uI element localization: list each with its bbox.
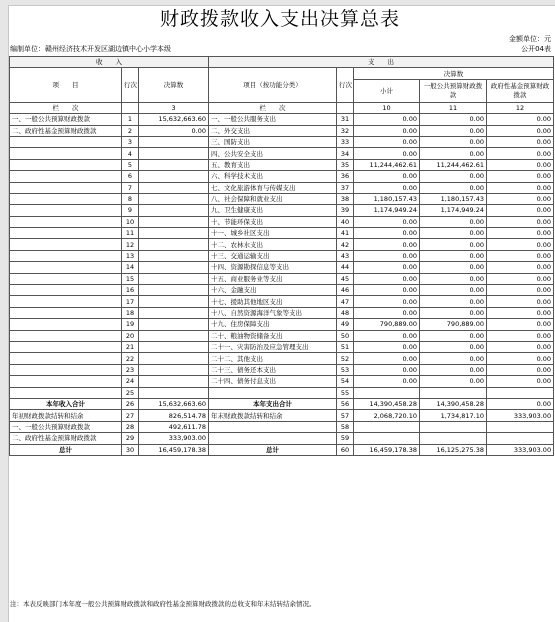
income-section-header: 收 入 [10,57,209,68]
income-item-cell[interactable] [10,296,122,307]
income-line-cell[interactable]: 10 [122,216,139,227]
general-budget-cell[interactable]: 0.00 [420,228,487,239]
income-item-cell[interactable] [10,136,122,147]
expense-line-cell[interactable]: 34 [337,148,354,159]
income-line-cell[interactable]: 4 [122,148,139,159]
general-budget-cell[interactable]: 0.00 [420,364,487,375]
subtotal-cell[interactable]: 790,889.00 [354,319,420,330]
expense-item-cell[interactable]: 年末财政拨款结转和结余 [209,410,337,421]
income-line-cell[interactable]: 21 [122,341,139,352]
subtotal-header: 小计 [354,79,420,102]
subtotal-cell[interactable]: 0.00 [354,273,420,284]
income-amount-cell[interactable] [139,307,209,318]
subtotal-cell[interactable]: 0.00 [354,228,420,239]
subtotal-cell[interactable]: 0.00 [354,171,420,182]
income-item-cell[interactable] [10,205,122,216]
table-row [10,114,554,125]
expense-item-cell[interactable]: 二十四、债务付息支出 [209,376,337,387]
income-item-cell[interactable]: 一、一般公共预算财政拨款 [10,421,122,432]
subtotal-cell[interactable]: 0.00 [354,364,420,375]
expense-line-cell[interactable]: 55 [337,387,354,398]
income-amount-cell[interactable] [139,330,209,341]
fund-budget-cell[interactable]: 333,903.00 [487,410,554,421]
income-line-cell[interactable]: 16 [122,285,139,296]
expense-line-cell[interactable]: 31 [337,114,354,125]
fund-budget-cell[interactable]: 0.00 [487,330,554,341]
fund-budget-cell[interactable]: 0.00 [487,114,554,125]
income-amount-cell[interactable] [139,387,209,398]
income-line-cell[interactable]: 22 [122,353,139,364]
expense-line-cell[interactable]: 38 [337,193,354,204]
fund-budget-cell[interactable]: 0.00 [487,307,554,318]
table-row [10,444,554,455]
expense-item-cell[interactable]: 本年支出合计 [209,398,337,409]
expense-line-cell[interactable]: 40 [337,216,354,227]
table-row [10,410,554,421]
general-budget-cell[interactable]: 0.00 [420,171,487,182]
general-budget-cell[interactable]: 0.00 [420,285,487,296]
subtotal-cell[interactable]: 0.00 [354,148,420,159]
income-line-cell[interactable]: 8 [122,193,139,204]
income-item-cell[interactable] [10,193,122,204]
expense-line-cell[interactable]: 45 [337,273,354,284]
income-amount-cell[interactable]: 333,903.00 [139,433,209,444]
table-footnote: 注：本表反映部门本年度一般公共预算财政拨款和政府性基金预算财政拨款的总收支和年末结转结余情况。 [10,600,316,608]
expense-line-cell[interactable]: 52 [337,353,354,364]
expense-line-cell[interactable]: 60 [337,444,354,455]
expense-line-cell[interactable]: 44 [337,262,354,273]
table-row [10,239,554,250]
table-row [10,136,554,147]
expense-item-cell[interactable]: 九、卫生健康支出 [209,205,337,216]
table-row [10,353,554,364]
expense-item-cell[interactable]: 十七、援助其他地区支出 [209,296,337,307]
general-budget-cell[interactable]: 0.00 [420,182,487,193]
fund-budget-header: 政府性基金预算财政拨款 [487,79,554,102]
expense-line-cell[interactable]: 57 [337,410,354,421]
table-row [10,182,554,193]
income-amount-cell[interactable] [139,353,209,364]
income-item-cell[interactable] [10,273,122,284]
general-budget-cell[interactable]: 11,244,462.61 [420,159,487,170]
fund-budget-cell[interactable]: 0.00 [487,341,554,352]
expense-item-cell[interactable]: 十、节能环保支出 [209,216,337,227]
income-amount-cell[interactable]: 16,459,178.38 [139,444,209,455]
table-row [10,376,554,387]
expense-line-header: 行次 [337,68,354,102]
fund-budget-cell[interactable]: 0.00 [487,182,554,193]
subtotal-cell[interactable]: 14,390,458.28 [354,398,420,409]
table-row [10,296,554,307]
subtotal-cell[interactable]: 0.00 [354,330,420,341]
subtotal-cell[interactable]: 1,174,949.24 [354,205,420,216]
fund-budget-cell[interactable]: 0.00 [487,148,554,159]
income-amount-cell[interactable]: 15,632,663.60 [139,398,209,409]
income-line-cell[interactable]: 27 [122,410,139,421]
fund-budget-cell[interactable]: 0.00 [487,262,554,273]
income-item-cell[interactable]: 本年收入合计 [10,398,122,409]
expense-line-cell[interactable]: 36 [337,171,354,182]
fund-budget-cell[interactable]: 0.00 [487,250,554,261]
fund-budget-cell[interactable] [487,433,554,444]
expense-line-cell[interactable]: 47 [337,296,354,307]
subtotal-cell[interactable] [354,421,420,432]
expense-line-cell[interactable]: 59 [337,433,354,444]
general-budget-cell[interactable]: 0.00 [420,262,487,273]
income-line-cell[interactable]: 18 [122,307,139,318]
general-budget-cell[interactable]: 0.00 [420,125,487,136]
expense-item-cell[interactable]: 十二、农林水支出 [209,239,337,250]
expense-item-cell[interactable]: 总计 [209,444,337,455]
fund-budget-cell[interactable]: 0.00 [487,285,554,296]
income-line-cell[interactable]: 11 [122,228,139,239]
income-item-cell[interactable] [10,148,122,159]
income-amount-cell[interactable] [139,364,209,375]
expense-item-cell[interactable]: 二十一、灾害防治及应急管理支出 [209,341,337,352]
general-budget-cell[interactable]: 0.00 [420,239,487,250]
income-item-cell[interactable] [10,341,122,352]
income-item-cell[interactable] [10,262,122,273]
income-item-cell[interactable]: 二、政府性基金预算财政拨款 [10,125,122,136]
income-item-cell[interactable] [10,330,122,341]
subtotal-cell[interactable]: 0.00 [354,114,420,125]
income-line-cell[interactable]: 3 [122,136,139,147]
expense-item-cell[interactable] [209,433,337,444]
subtotal-cell[interactable]: 2,068,720.10 [354,410,420,421]
general-budget-cell[interactable]: 1,180,157.43 [420,193,487,204]
subtotal-cell[interactable]: 0.00 [354,250,420,261]
expense-line-cell[interactable]: 41 [337,228,354,239]
fund-budget-cell[interactable]: 0.00 [487,353,554,364]
income-line-cell[interactable]: 13 [122,250,139,261]
expense-line-cell[interactable]: 50 [337,330,354,341]
income-item-cell[interactable] [10,319,122,330]
column-index-10: 10 [354,102,420,113]
expense-line-cell[interactable]: 51 [337,341,354,352]
expense-item-cell[interactable]: 二十二、其他支出 [209,353,337,364]
table-row [10,387,554,398]
general-budget-cell[interactable] [420,387,487,398]
subtotal-cell[interactable]: 0.00 [354,216,420,227]
table-row [10,319,554,330]
subtotal-cell[interactable]: 16,459,178.38 [354,444,420,455]
income-amount-cell[interactable] [139,239,209,250]
fund-budget-cell[interactable] [487,421,554,432]
subtotal-cell[interactable]: 1,180,157.43 [354,193,420,204]
income-amount-cell[interactable] [139,182,209,193]
income-line-cell[interactable]: 20 [122,330,139,341]
income-item-cell[interactable] [10,285,122,296]
expense-line-cell[interactable]: 54 [337,376,354,387]
income-amount-cell[interactable] [139,148,209,159]
income-amount-cell[interactable] [139,171,209,182]
fund-budget-cell[interactable]: 0.00 [487,125,554,136]
fund-budget-cell[interactable]: 0.00 [487,319,554,330]
income-amount-cell[interactable]: 826,514.78 [139,410,209,421]
fund-budget-cell[interactable]: 0.00 [487,136,554,147]
income-item-cell[interactable] [10,364,122,375]
table-row [10,364,554,375]
expense-line-cell[interactable]: 53 [337,364,354,375]
income-amount-cell[interactable] [139,262,209,273]
expense-line-cell[interactable]: 35 [337,159,354,170]
income-item-cell[interactable] [10,159,122,170]
subtotal-cell[interactable]: 0.00 [354,136,420,147]
expense-line-cell[interactable]: 42 [337,239,354,250]
income-item-cell[interactable]: 总计 [10,444,122,455]
general-budget-cell[interactable]: 0.00 [420,114,487,125]
income-line-header: 行次 [122,68,139,102]
income-line-cell[interactable]: 5 [122,159,139,170]
fund-budget-cell[interactable]: 0.00 [487,273,554,284]
general-budget-cell[interactable]: 0.00 [420,341,487,352]
expense-line-cell[interactable]: 56 [337,398,354,409]
table-row [10,205,554,216]
income-item-cell[interactable] [10,250,122,261]
subtotal-cell[interactable] [354,387,420,398]
income-line-cell[interactable]: 2 [122,125,139,136]
general-budget-cell[interactable]: 0.00 [420,250,487,261]
general-budget-cell[interactable]: 0.00 [420,307,487,318]
table-row [10,125,554,136]
expense-line-cell[interactable]: 43 [337,250,354,261]
general-budget-header: 一般公共预算财政拨款 [420,79,487,102]
subtotal-cell[interactable]: 0.00 [354,285,420,296]
general-budget-cell[interactable] [420,433,487,444]
subtotal-cell[interactable]: 0.00 [354,296,420,307]
expense-item-cell[interactable]: 一、一般公共服务支出 [209,114,337,125]
income-amount-cell[interactable] [139,319,209,330]
report-title: 财政拨款收入支出决算总表 [159,8,400,30]
subtotal-cell[interactable]: 0.00 [354,182,420,193]
income-line-cell[interactable]: 28 [122,421,139,432]
fund-budget-cell[interactable]: 0.00 [487,239,554,250]
subtotal-cell[interactable] [354,433,420,444]
income-item-cell[interactable] [10,171,122,182]
income-line-cell[interactable]: 12 [122,239,139,250]
fund-budget-cell[interactable] [487,387,554,398]
income-item-header: 项 目 [10,68,122,102]
expense-item-header: 项目（按功能分类） [209,68,337,102]
expense-item-cell[interactable]: 五、教育支出 [209,159,337,170]
income-item-cell[interactable] [10,307,122,318]
income-line-cell[interactable]: 17 [122,296,139,307]
column-index-11: 11 [420,102,487,113]
expense-item-cell[interactable]: 八、社会保障和就业支出 [209,193,337,204]
income-item-cell[interactable] [10,376,122,387]
expense-line-cell[interactable]: 39 [337,205,354,216]
income-item-cell[interactable]: 一、一般公共预算财政拨款 [10,114,122,125]
expense-item-cell[interactable]: 七、文化旅游体育与传媒支出 [209,182,337,193]
general-budget-cell[interactable]: 0.00 [420,296,487,307]
general-budget-cell[interactable]: 16,125,275.38 [420,444,487,455]
income-item-cell[interactable] [10,228,122,239]
general-budget-cell[interactable]: 14,390,458.28 [420,398,487,409]
column-index-3: 3 [139,102,209,113]
fund-budget-cell[interactable]: 0.00 [487,364,554,375]
general-budget-cell[interactable]: 0.00 [420,216,487,227]
expense-line-cell[interactable]: 46 [337,285,354,296]
fund-budget-cell[interactable]: 0.00 [487,193,554,204]
table-row [10,193,554,204]
income-line-cell[interactable]: 25 [122,387,139,398]
general-budget-cell[interactable]: 790,889.00 [420,319,487,330]
expense-line-cell[interactable]: 58 [337,421,354,432]
income-amount-cell[interactable] [139,341,209,352]
general-budget-cell[interactable]: 0.00 [420,148,487,159]
income-amount-cell[interactable] [139,159,209,170]
expense-line-cell[interactable]: 49 [337,319,354,330]
expense-item-cell[interactable] [209,387,337,398]
expense-item-cell[interactable]: 十九、住房保障支出 [209,319,337,330]
fund-budget-cell[interactable]: 0.00 [487,376,554,387]
table-row [10,228,554,239]
income-amount-cell[interactable] [139,250,209,261]
income-item-cell[interactable]: 年初财政拨款结转和结余 [10,410,122,421]
fund-budget-cell[interactable]: 0.00 [487,296,554,307]
income-line-cell[interactable]: 30 [122,444,139,455]
income-line-cell[interactable]: 29 [122,433,139,444]
income-amount-cell[interactable]: 15,632,663.60 [139,114,209,125]
income-amount-cell[interactable]: 0.00 [139,125,209,136]
expense-item-cell[interactable]: 四、公共安全支出 [209,148,337,159]
final-amount-header: 决算数 [354,68,554,79]
table-row [10,171,554,182]
fund-budget-cell[interactable]: 333,903.00 [487,444,554,455]
income-amount-cell[interactable] [139,273,209,284]
income-amount-cell[interactable] [139,205,209,216]
expense-item-cell[interactable]: 十三、交通运输支出 [209,250,337,261]
income-item-cell[interactable] [10,216,122,227]
table-row [10,398,554,409]
expense-item-cell[interactable]: 十六、金融支出 [209,285,337,296]
expense-item-cell[interactable]: 二十三、债务还本支出 [209,364,337,375]
income-item-cell[interactable] [10,182,122,193]
expense-item-cell[interactable]: 十八、自然资源海洋气象等支出 [209,307,337,318]
general-budget-cell[interactable]: 0.00 [420,273,487,284]
income-line-cell[interactable]: 1 [122,114,139,125]
expense-item-cell[interactable]: 二、外交支出 [209,125,337,136]
subtotal-cell[interactable]: 0.00 [354,341,420,352]
subtotal-cell[interactable]: 0.00 [354,376,420,387]
column-index-12: 12 [487,102,554,113]
fund-budget-cell[interactable]: 0.00 [487,171,554,182]
expense-item-cell[interactable]: 六、科学技术支出 [209,171,337,182]
expense-item-cell[interactable]: 二十、粮油物资储备支出 [209,330,337,341]
income-amount-cell[interactable] [139,376,209,387]
income-amount-cell[interactable] [139,285,209,296]
income-line-cell[interactable]: 19 [122,319,139,330]
expense-item-cell[interactable] [209,421,337,432]
expense-section-header: 支 出 [209,57,554,68]
form-number-label: 公开04表 [521,45,551,53]
income-line-cell[interactable]: 9 [122,205,139,216]
table-row [10,421,554,432]
income-item-cell[interactable] [10,387,122,398]
subtotal-cell[interactable]: 11,244,462.61 [354,159,420,170]
expense-line-cell[interactable]: 33 [337,136,354,147]
income-line-cell[interactable]: 14 [122,262,139,273]
column-index-label-2: 栏 次 [209,102,337,113]
table-row [10,262,554,273]
table-row [10,285,554,296]
table-row [10,159,554,170]
income-amount-header: 决算数 [139,68,209,102]
income-item-cell[interactable] [10,353,122,364]
income-amount-cell[interactable] [139,193,209,204]
subtotal-cell[interactable]: 0.00 [354,125,420,136]
income-amount-cell[interactable] [139,136,209,147]
table-row [10,273,554,284]
organization-label: 编制单位：赣州经济技术开发区湖边镇中心小学本级 [10,45,171,53]
general-budget-cell[interactable]: 0.00 [420,376,487,387]
income-line-cell[interactable]: 15 [122,273,139,284]
income-amount-cell[interactable]: 492,611.78 [139,421,209,432]
income-item-cell[interactable]: 二、政府性基金预算财政拨款 [10,433,122,444]
subtotal-cell[interactable]: 0.00 [354,353,420,364]
fund-budget-cell[interactable]: 0.00 [487,398,554,409]
row-header-gutter [0,0,9,622]
subtotal-cell[interactable]: 0.00 [354,307,420,318]
expense-line-cell[interactable]: 37 [337,182,354,193]
income-line-cell[interactable]: 7 [122,182,139,193]
expense-item-cell[interactable]: 十四、资源勘探信息等支出 [209,262,337,273]
expense-item-cell[interactable]: 三、国防支出 [209,136,337,147]
subtotal-cell[interactable]: 0.00 [354,262,420,273]
income-amount-cell[interactable] [139,296,209,307]
fund-budget-cell[interactable]: 0.00 [487,216,554,227]
table-row [10,216,554,227]
table-row [10,433,554,444]
general-budget-cell[interactable]: 0.00 [420,136,487,147]
subtotal-cell[interactable]: 0.00 [354,239,420,250]
table-row [10,250,554,261]
expense-item-cell[interactable]: 十一、城乡社区支出 [209,228,337,239]
income-line-cell[interactable]: 24 [122,376,139,387]
general-budget-cell[interactable]: 1,174,949.24 [420,205,487,216]
column-index-label: 栏 次 [10,102,122,113]
table-row [10,148,554,159]
currency-unit-label: 金额单位：元 [509,35,551,43]
table-row [10,341,554,352]
income-line-cell[interactable]: 6 [122,171,139,182]
expense-item-cell[interactable]: 十五、商业服务业等支出 [209,273,337,284]
expense-line-cell[interactable]: 32 [337,125,354,136]
income-item-cell[interactable] [10,239,122,250]
table-row [10,307,554,318]
general-budget-cell[interactable]: 0.00 [420,353,487,364]
expense-line-cell[interactable]: 48 [337,307,354,318]
general-budget-cell[interactable]: 0.00 [420,330,487,341]
fund-budget-cell[interactable]: 0.00 [487,205,554,216]
table-row [10,330,554,341]
general-budget-cell[interactable]: 1,734,817.10 [420,410,487,421]
income-amount-cell[interactable] [139,228,209,239]
income-line-cell[interactable]: 23 [122,364,139,375]
fund-budget-cell[interactable]: 0.00 [487,228,554,239]
income-amount-cell[interactable] [139,216,209,227]
income-line-cell[interactable]: 26 [122,398,139,409]
general-budget-cell[interactable] [420,421,487,432]
fund-budget-cell[interactable]: 0.00 [487,159,554,170]
budget-table [9,56,554,456]
